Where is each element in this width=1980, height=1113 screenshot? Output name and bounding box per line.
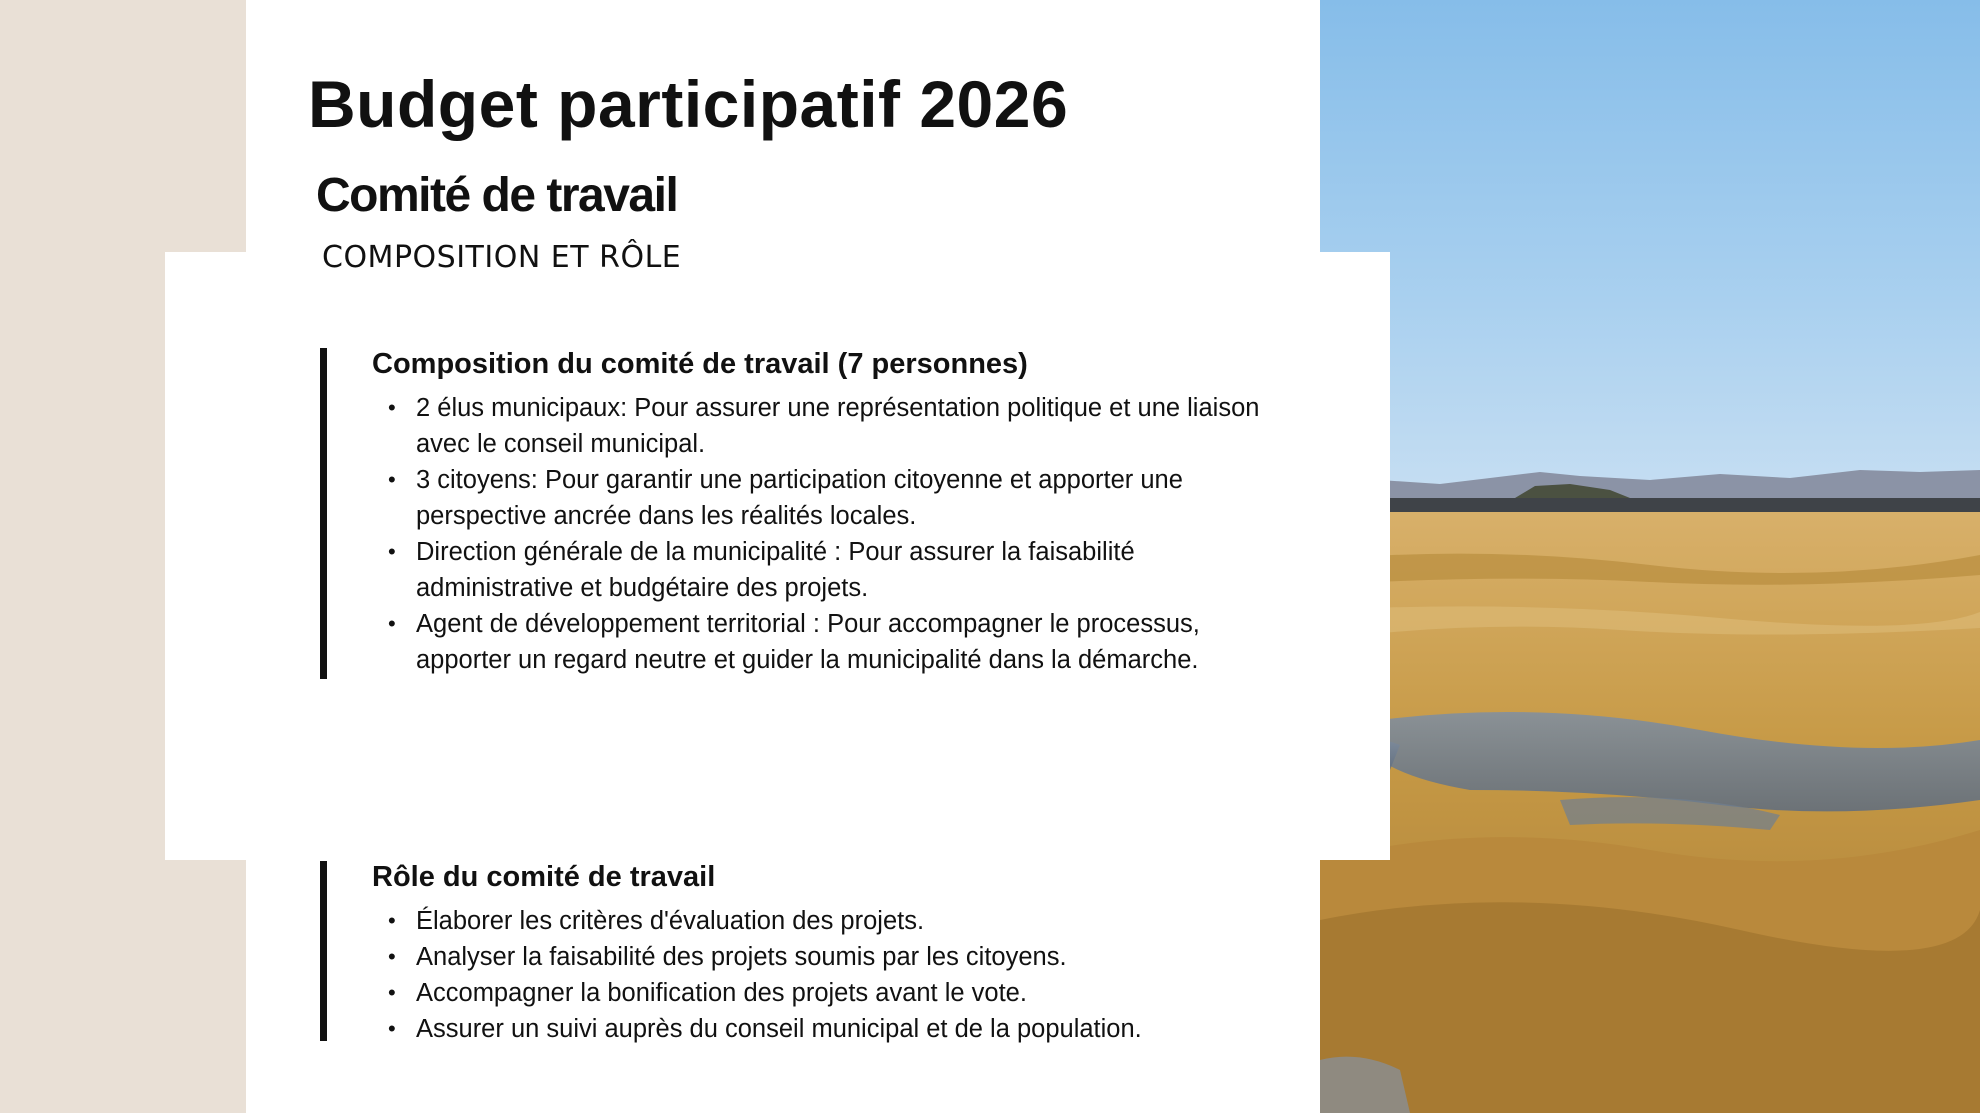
bullet-icon: • [388,908,396,933]
list-item-text: 2 élus municipaux: Pour assurer une représentation politique et une liaison avec le conseil municipal. [416,394,1260,458]
list-item-text: Agent de développement territorial : Pour accompagner le processus, apporter un regard neutre et guider la municipalité dans la démarche. [416,610,1200,674]
list-item-text: Direction générale de la municipalité : Pour assurer la faisabilité administrative et budgétaire des projets. [416,538,1135,602]
bullet-icon: • [388,467,396,492]
marsh-landscape-photo [1320,0,1980,1113]
role-heading: Rôle du comité de travail [372,861,716,893]
composition-heading: Composition du comité de travail (7 personnes) [372,348,1028,380]
bullet-icon: • [388,944,396,969]
list-item [388,606,1296,678]
list-item [388,1011,1296,1047]
bullet-icon: • [388,1016,396,1041]
landscape-illustration [1320,0,1980,1113]
list-item-text: Accompagner la bonification des projets avant le vote. [416,979,1027,1007]
list-item-text: Élaborer les critères d'évaluation des projets. [416,907,925,935]
role-section [320,861,1300,1041]
page-title: Budget participatif 2026 [308,67,1069,141]
page-subtitle: Comité de travail [316,169,678,222]
composition-list [388,390,1296,678]
list-item-text: Analyser la faisabilité des projets soumis par les citoyens. [416,943,1067,971]
list-item [388,534,1296,606]
accent-bar [320,348,327,679]
list-item [388,462,1296,534]
list-item [388,390,1296,462]
accent-bar [320,861,327,1041]
list-item-text: Assurer un suivi auprès du conseil municipal et de la population. [416,1015,1142,1043]
list-item [388,939,1296,975]
bullet-icon: • [388,395,396,420]
section-kicker: COMPOSITION ET RÔLE [322,240,682,275]
bullet-icon: • [388,539,396,564]
bullet-icon: • [388,980,396,1005]
composition-section [320,348,1300,680]
list-item [388,975,1296,1011]
role-list [388,903,1296,1047]
list-item-text: 3 citoyens: Pour garantir une participation citoyenne et apporter une perspective ancrée dans les réalités locales. [416,466,1183,530]
list-item [388,903,1296,939]
bullet-icon: • [388,611,396,636]
